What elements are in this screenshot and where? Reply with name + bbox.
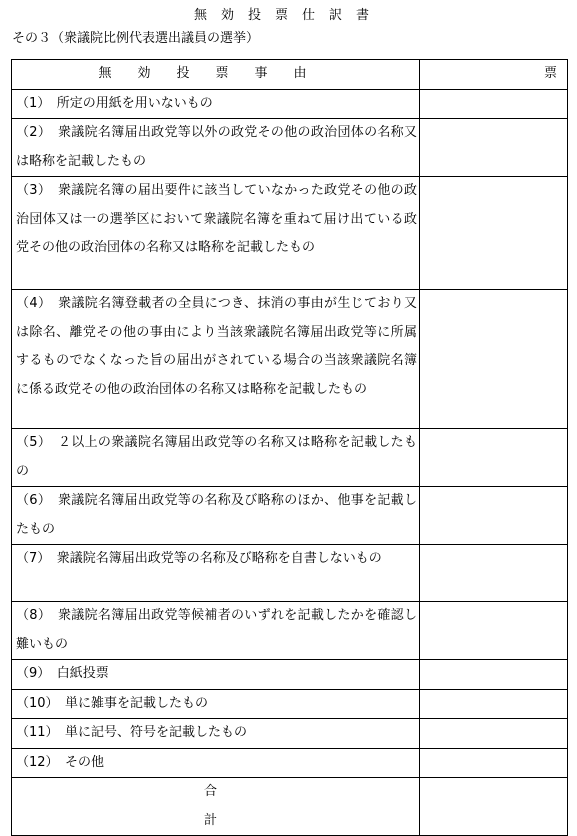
reason-text: （7） 衆議院名簿届出政党等の名称及び略称を自書しないもの (16, 551, 382, 566)
table-row (12, 602, 568, 660)
table-row (12, 719, 568, 749)
vote-count-cell[interactable] (420, 177, 568, 290)
reason-text: （6） 衆議院名簿届出政党等の名称及び略称のほか、他事を記載したもの (16, 493, 417, 537)
vote-count-cell[interactable] (420, 545, 568, 602)
reason-cell (12, 89, 420, 119)
table-row (12, 89, 568, 119)
reason-text: （1） 所定の用紙を用いないもの (16, 95, 213, 111)
reason-text: （2） 衆議院名簿届出政党等以外の政党その他の政治団体の名称又は略称を記載したもの (16, 125, 417, 169)
table-row (12, 748, 568, 778)
reason-text: （5） ２以上の衆議院名簿届出政党等の名称又は略称を記載したもの (16, 435, 417, 479)
table-row (12, 177, 568, 290)
reason-cell (12, 545, 420, 602)
document-subtitle: その３（衆議院比例代表選出議員の選挙） (12, 31, 260, 46)
reason-text: （11） 単に記号、符号を記載したもの (16, 725, 248, 740)
header-reason: 無効投票事由 (12, 60, 420, 90)
reason-cell (12, 290, 420, 429)
table-row (12, 429, 568, 487)
reason-cell (12, 177, 420, 290)
table-row (12, 545, 568, 602)
reason-cell (12, 660, 420, 690)
reason-cell (12, 689, 420, 719)
total-row (12, 778, 568, 836)
table-row (12, 290, 568, 429)
reason-cell (12, 719, 420, 749)
vote-count-cell[interactable] (420, 748, 568, 778)
reason-cell (12, 487, 420, 545)
vote-count-cell[interactable] (420, 660, 568, 690)
reason-text: （12） その他 (16, 754, 105, 770)
table-row (12, 660, 568, 690)
table-row (12, 689, 568, 719)
table-header-row (12, 60, 568, 90)
table-row (12, 487, 568, 545)
vote-count-cell[interactable] (420, 89, 568, 119)
vote-count-cell[interactable] (420, 429, 568, 487)
reason-cell (12, 602, 420, 660)
reason-cell (12, 748, 420, 778)
total-count-cell[interactable] (420, 778, 568, 836)
vote-count-cell[interactable] (420, 689, 568, 719)
vote-count-cell[interactable] (420, 719, 568, 749)
vote-count-cell[interactable] (420, 487, 568, 545)
reason-text: （3） 衆議院名簿の届出要件に該当していなかった政党その他の政治団体又は一の選挙区において衆議院名簿を重ねて届け出ている政党その他の政治団体の名称又は略称を記載したもの (16, 183, 417, 255)
document-title: 無効投票仕訳書 (193, 8, 383, 23)
reason-text: （10） 単に雑事を記載したもの (16, 695, 209, 711)
reason-text: （8） 衆議院名簿届出政党等候補者のいずれを記載したかを確認し難いもの (16, 608, 417, 652)
invalid-vote-table (11, 59, 568, 836)
header-votes: 票 (420, 60, 568, 90)
table-row (12, 119, 568, 177)
vote-count-cell[interactable] (420, 119, 568, 177)
reason-cell (12, 429, 420, 487)
reason-cell (12, 119, 420, 177)
reason-text: （9） 白紙投票 (16, 666, 109, 681)
vote-count-cell[interactable] (420, 602, 568, 660)
total-label: 合計 (12, 778, 420, 836)
reason-text: （4） 衆議院名簿登載者の全員につき、抹消の事由が生じており又は除名、離党その他の事由により当該衆議院名簿届出政党等に所属するものでなくなった旨の届出がされている場合の当該衆議院名簿に係る政党その他の政治団体の名称又は略称を記載したもの (16, 296, 417, 397)
vote-count-cell[interactable] (420, 290, 568, 429)
